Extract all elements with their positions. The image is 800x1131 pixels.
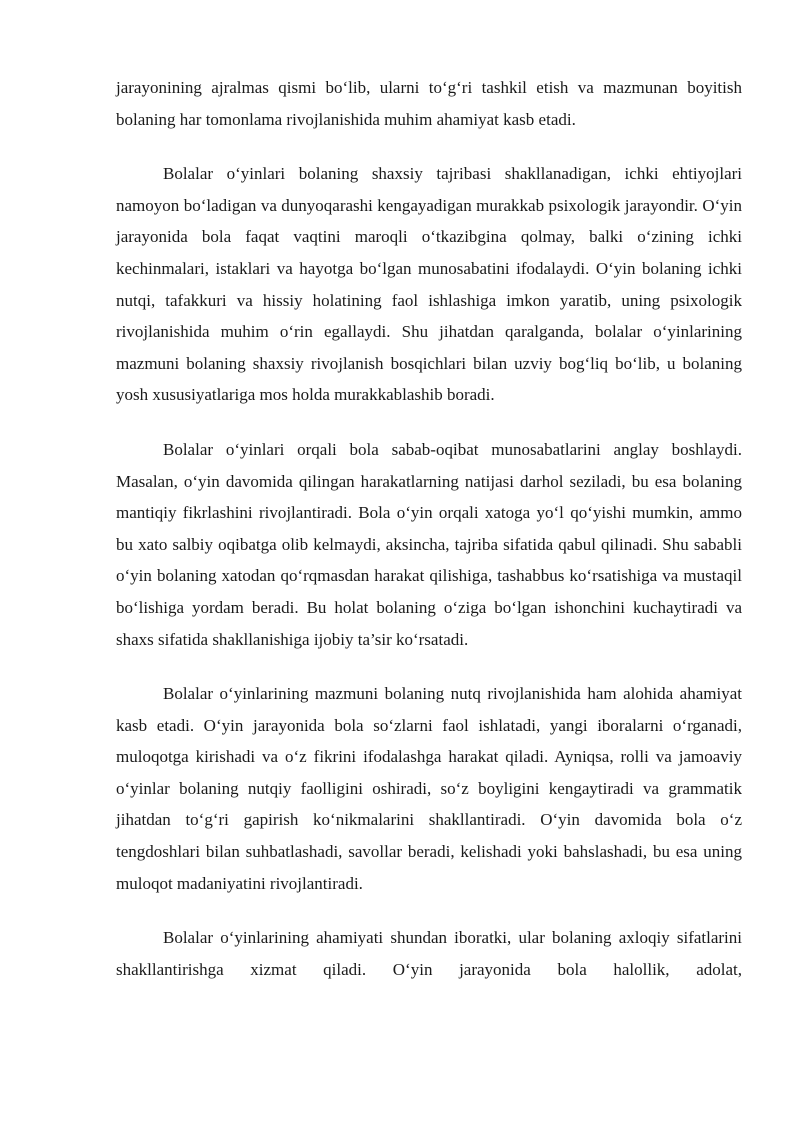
paragraph-2: Bolalar o‘yinlari bolaning shaxsiy tajribasi shakllanadigan, ichki ehtiyojlari namoyon bo‘ladigan va dunyoqarashi kengayadigan murakkab psixologik jarayondir. O‘yin jarayonida bola faqat vaqtini maroqli o‘tkazibgina qolmay, balki o‘zining ichki kechinmalari, istaklari va hayotga bo‘lgan munosabatini ifodalaydi. O‘yin bolaning ichki nutqi, tafakkuri va hissiy holatining faol ishlashiga imkon yaratib, uning psixologik rivojlanishida muhim o‘rin egallaydi. Shu jihatdan qaralganda, bolalar o‘yinlarining mazmuni bolaning shaxsiy rivojlanish bosqichlari bilan uzviy bog‘liq bo‘lib, u bolaning yosh xususiyatlariga mos holda murakkablashib boradi.	[116, 164, 742, 405]
paragraph-3: Bolalar o‘yinlari orqali bola sabab-oqibat munosabatlarini anglay boshlaydi. Masalan, o‘yin davomida qilingan harakatlarning natijasi darhol seziladi, bu esa bolaning mantiqiy fikrlashini rivojlantiradi. Bola o‘yin orqali xatoga yo‘l qo‘yishi mumkin, ammo bu xato salbiy oqibatga olib kelmaydi, aksincha, tajriba sifatida qabul qilinadi. Shu sababli o‘yin bolaning xatodan qo‘rqmasdan harakat qilishiga, tashabbus ko‘rsatishiga va mustaqil bo‘lishiga yordam beradi. Bu holat bolaning o‘ziga bo‘lgan ishonchini kuchaytiradi va shaxs sifatida shakllanishiga ijobiy ta’sir ko‘rsatadi.	[116, 439, 742, 649]
paragraph-4: Bolalar o‘yinlarining mazmuni bolaning nutq rivojlanishida ham alohida ahamiyat kasb etadi. O‘yin jarayonida bola so‘zlarni faol ishlatadi, yangi iboralarni o‘rganadi, muloqotga kirishadi va o‘z fikrini ifodalashga harakat qiladi. Ayniqsa, rolli va jamoaviy o‘yinlar bolaning nutqiy faolligini oshiradi, so‘z boyligini kengaytiradi va grammatik jihatdan to‘g‘ri gapirish ko‘nikmalarini shakllantiradi. O‘yin davomida bola o‘z tengdoshlari bilan suhbatlashadi, savollar beradi, kelishadi yoki bahslashadi, bu esa uning muloqot madaniyatini rivojlantiradi.	[116, 684, 742, 893]
paragraph-1: jarayonining ajralmas qismi bo‘lib, ularni to‘g‘ri tashkil etish va mazmunan boyitish bolaning har tomonlama rivojlanishida muhim ahamiyat kasb etadi.	[116, 78, 742, 129]
paragraph-5: Bolalar o‘yinlarining ahamiyati shundan iboratki, ular bolaning axloqiy sifatlarini shakllantirishga xizmat qiladi. O‘yin jarayonida bola halollik, adolat,	[116, 928, 742, 979]
document-page	[116, 72, 742, 1008]
